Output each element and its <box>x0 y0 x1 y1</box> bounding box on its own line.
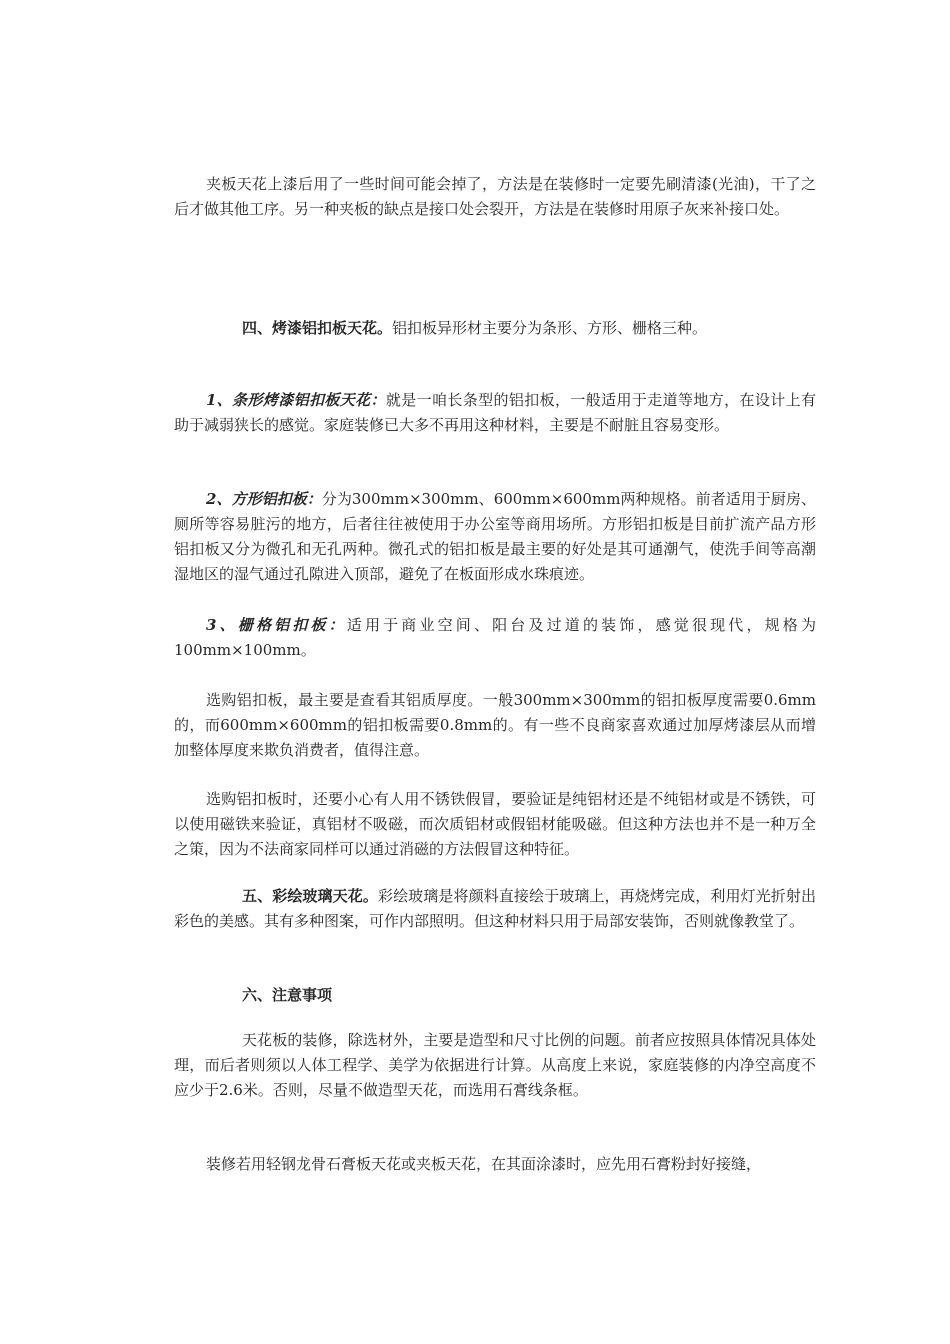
square-aluminum-text: 分为300mm×300mm、600mm×600mm两种规格。前者适用于厨房、厕所等容易脏污的地方，后者往往被使用于办公室等商用场所。方形铝扣板是目前扩流产品方形铝扣板又分为微孔和无孔两种。微孔式的铝扣板是最主要的好处是其可通潮气，使洗手间等高潮湿地区的湿气通过孔隙进入顶部，避免了在板面形成水珠痕迹。 <box>174 490 816 583</box>
grid-aluminum-title: 3、栅格铝扣板： <box>206 616 347 634</box>
paragraph-ceiling-design: 天花板的装修，除选材外，主要是造型和尺寸比例的问题。前者应按照具体情况具体处理，而后者则须以人体工程学、美学为依据进行计算。从高度上来说，家庭装修的内净空高度不应少于2.6米。否则，尽量不做造型天花，而选用石膏线条框。 <box>174 1031 816 1099</box>
paragraph-grid-aluminum <box>174 613 816 663</box>
painted-glass-title: 五、彩绘玻璃天花。 <box>242 887 378 905</box>
paragraph-thickness: 选购铝扣板，最主要是查看其铝质厚度。一般300mm×300mm的铝扣板厚度需要0.6mm的，而600mm×600mm的铝扣板需要0.8mm的。有一些不良商家喜欢通过加厚烤漆层从而增加整体厚度来欺负消费者，值得注意。 <box>174 691 816 759</box>
section-four-title: 四、烤漆铝扣板天花。 <box>242 319 393 337</box>
section-four-intro: 铝扣板异形材主要分为条形、方形、栅格三种。 <box>392 319 708 337</box>
paragraph-painted-glass <box>174 884 816 934</box>
strip-aluminum-title: 1、条形烤漆铝扣板天花： <box>206 391 386 409</box>
paragraph-plywood-ceiling: 夹板天花上漆后用了一些时间可能会掉了，方法是在装修时一定要先刷清漆(光油)，干了之后才做其他工序。另一种夹板的缺点是接口处会裂开，方法是在装修时用原子灰来补接口处。 <box>174 175 816 218</box>
grid-aluminum-text: 适用于商业空间、阳台及过道的装饰，感觉很现代，规格为100mm×100mm。 <box>174 616 816 659</box>
paragraph-square-aluminum <box>174 487 816 587</box>
paragraph-strip-aluminum <box>174 388 816 438</box>
paragraph-fake-aluminum: 选购铝扣板时，还要小心有人用不锈铁假冒，要验证是纯铝材还是不纯铝材或是不锈铁，可以使用磁铁来验证，真铝材不吸磁，而次质铝材或假铝材能吸磁。但这种方法也并不是一种万全之策，因为不法商家同样可以通过消磁的方法假冒这种特征。 <box>174 790 816 858</box>
strip-aluminum-text: 就是一咱长条型的铝扣板，一般适用于走道等地方，在设计上有助于减弱狭长的感觉。家庭装修已大多不再用这种材料，主要是不耐脏且容易变形。 <box>174 391 816 434</box>
paragraph-gypsum-seams: 装修若用轻钢龙骨石膏板天花或夹板天花，在其面涂漆时，应先用石膏粉封好接缝， <box>206 1155 762 1173</box>
painted-glass-text: 彩绘玻璃是将颜料直接绘于玻璃上，再烧烤完成，利用灯光折射出彩色的美感。其有多种图案，可作内部照明。但这种材料只用于局部安装饰，否则就像教堂了。 <box>174 887 816 930</box>
square-aluminum-title: 2、方形铝扣板： <box>206 490 322 508</box>
section-four-heading <box>174 316 816 341</box>
section-six-heading: 六、注意事项 <box>242 986 333 1004</box>
